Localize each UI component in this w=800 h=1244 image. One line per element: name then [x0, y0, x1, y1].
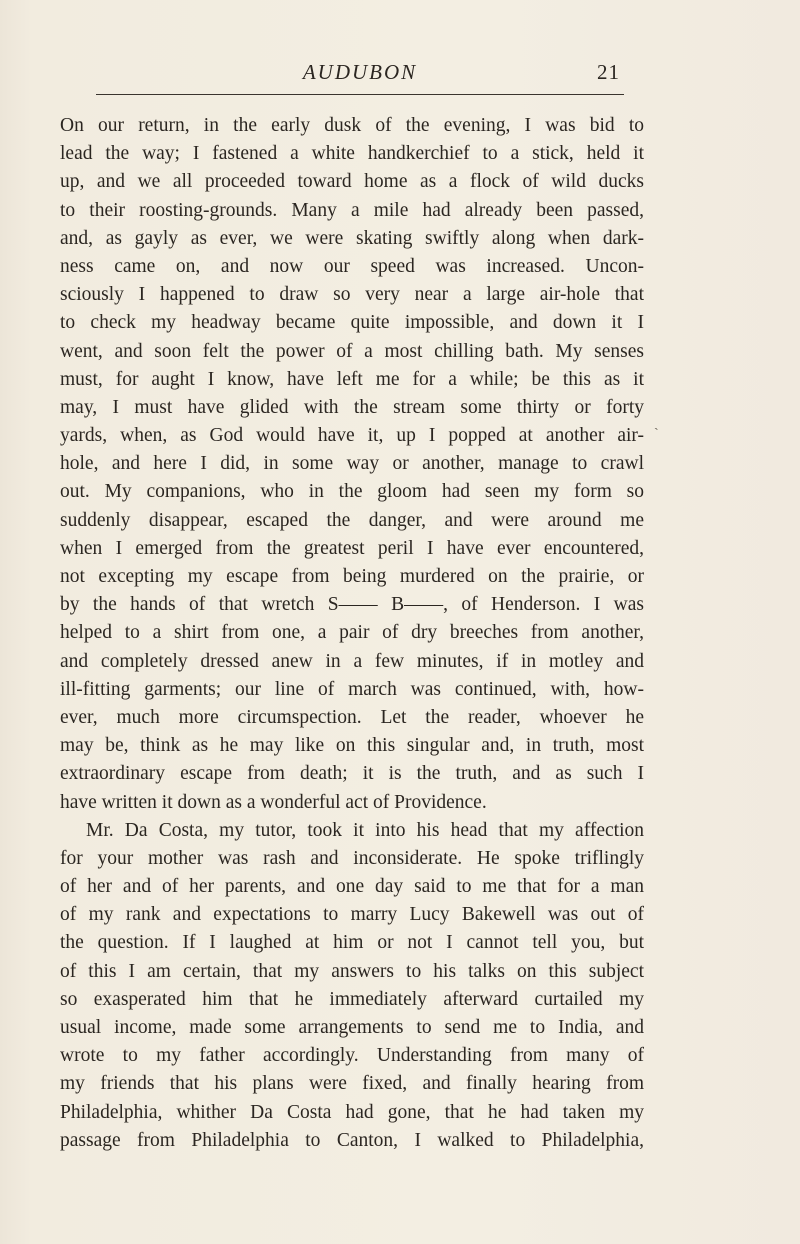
- text-line: lead the way; I fastened a white handkerchief to a stick, held it: [60, 143, 644, 165]
- text-line: usual income, made some arrangements to send me to India, and: [60, 1017, 644, 1038]
- page-header: [96, 58, 624, 88]
- text-line: of my rank and expectations to marry Lucy Bakewell was out of: [60, 904, 644, 926]
- header-rule: [96, 94, 624, 95]
- text-line: my friends that his plans were fixed, and finally hearing from: [60, 1073, 644, 1095]
- text-line: the question. If I laughed at him or not I cannot tell you, but: [60, 932, 644, 954]
- text-line: to check my headway became quite impossible, and down it I: [60, 312, 644, 334]
- text-line: passage from Philadelphia to Canton, I walked to Philadelphia,: [60, 1129, 644, 1151]
- text-line: sciously I happened to draw so very near a large air-hole that: [60, 284, 644, 306]
- text-line: out. My companions, who in the gloom had seen my form so: [60, 481, 644, 503]
- text-line: and completely dressed anew in a few minutes, if in motley and: [60, 650, 644, 672]
- text-line: extraordinary escape from death; it is the truth, and as such I: [60, 763, 644, 785]
- text-line: yards, when, as God would have it, up I popped at another air-: [60, 425, 644, 447]
- text-line: must, for aught I know, have left me for a while; be this as it: [60, 368, 644, 390]
- text-line: ever, much more circumspection. Let the reader, whoever he: [60, 706, 644, 728]
- text-line: hole, and here I did, in some way or another, manage to crawl: [60, 453, 644, 475]
- body-text: [60, 112, 644, 1155]
- text-line: On our return, in the early dusk of the evening, I was bid to: [60, 115, 644, 136]
- text-line: went, and soon felt the power of a most chilling bath. My senses: [60, 340, 644, 362]
- text-line: up, and we all proceeded toward home as a flock of wild ducks: [60, 171, 644, 193]
- text-line: and, as gayly as ever, we were skating swiftly along when dark-: [60, 227, 644, 249]
- text-line: suddenly disappear, escaped the danger, and were around me: [60, 509, 644, 531]
- text-line: not excepting my escape from being murdered on the prairie, or: [60, 566, 644, 587]
- text-line: may, I must have glided with the stream some thirty or forty: [60, 396, 644, 418]
- text-line: by the hands of that wretch S—— B——, of Henderson. I was: [60, 594, 644, 616]
- text-line: of her and of her parents, and one day said to me that for a man: [60, 876, 644, 898]
- paragraph-end-line: have written it down as a wonderful act of Providence.: [60, 791, 487, 813]
- text-line: of this I am certain, that my answers to his talks on this subject: [60, 960, 644, 982]
- text-line: Philadelphia, whither Da Costa had gone, that he had taken my: [60, 1101, 644, 1123]
- stray-ink-mark: ˎ: [654, 416, 659, 431]
- text-line: ness came on, and now our speed was increased. Uncon-: [60, 255, 644, 277]
- page-number: 21: [597, 60, 620, 84]
- text-line: so exasperated him that he immediately afterward curtailed my: [60, 988, 644, 1010]
- paragraph-start-line: Mr. Da Costa, my tutor, took it into his head that my affection: [86, 819, 644, 841]
- text-line: wrote to my father accordingly. Understanding from many of: [60, 1045, 644, 1067]
- text-line: may be, think as he may like on this singular and, in truth, most: [60, 735, 644, 757]
- running-head: AUDUBON: [302, 60, 418, 84]
- text-line: ill-fitting garments; our line of march was continued, with, how-: [60, 678, 644, 700]
- text-line: when I emerged from the greatest peril I have ever encountered,: [60, 537, 644, 559]
- text-line: for your mother was rash and inconsiderate. He spoke triflingly: [60, 847, 644, 869]
- text-line: to their roosting-grounds. Many a mile had already been passed,: [60, 199, 644, 221]
- text-line: helped to a shirt from one, a pair of dry breeches from another,: [60, 622, 644, 644]
